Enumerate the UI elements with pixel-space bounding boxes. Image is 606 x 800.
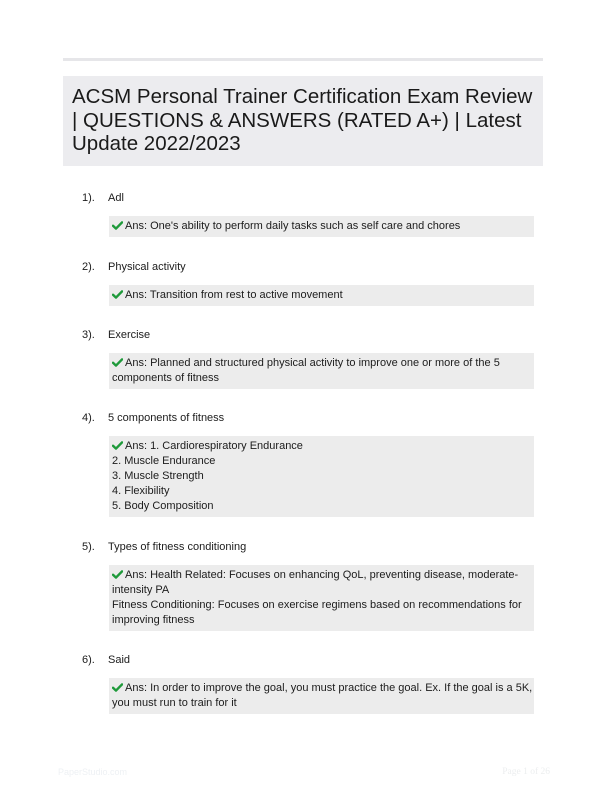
document-title: ACSM Personal Trainer Certification Exam Review | QUESTIONS & ANSWERS (RATED A+) | Latest Update 2022/2023 — [72, 85, 533, 155]
answer-line: you must run to train for it — [112, 697, 237, 709]
question-number: 3). — [82, 329, 95, 341]
answer-line: Ans: In order to improve the goal, you must practice the goal. Ex. If the goal is a 5K, — [112, 681, 526, 696]
answer-box — [109, 678, 534, 714]
footer-watermark: PaperStudio.com — [58, 767, 128, 777]
answer-line: 2. Muscle Endurance — [112, 455, 216, 467]
check-icon — [112, 683, 123, 692]
question-text: Adl — [108, 192, 124, 204]
check-icon — [112, 570, 123, 579]
question-text: Types of fitness conditioning — [108, 541, 247, 553]
answer-line: Fitness Conditioning: Focuses on exercise regimens based on recommendations for — [112, 599, 522, 611]
check-icon — [112, 221, 123, 230]
check-icon — [112, 290, 123, 299]
question-number: 1). — [82, 192, 95, 204]
answer-box — [109, 216, 534, 237]
answer-box — [109, 565, 534, 631]
answer-line: intensity PA — [112, 584, 170, 596]
title-box — [63, 76, 543, 166]
question-text: 5 components of fitness — [108, 412, 225, 424]
answer-line: 4. Flexibility — [112, 485, 170, 497]
check-icon — [112, 358, 123, 367]
check-icon — [112, 441, 123, 450]
question-number: 2). — [82, 261, 95, 273]
question-number: 4). — [82, 412, 95, 424]
question-text: Exercise — [108, 329, 151, 341]
answer-line: components of fitness — [112, 372, 220, 384]
page-number: Page 1 of 26 — [502, 767, 550, 777]
question-number: 5). — [82, 541, 95, 553]
answer-box — [109, 436, 534, 517]
question-text: Said — [108, 654, 131, 666]
answer-line: Ans: Transition from rest to active movement — [112, 288, 526, 303]
answer-line: 5. Body Composition — [112, 500, 214, 512]
answer-line: Ans: 1. Cardiorespiratory Endurance — [112, 439, 526, 454]
question-text: Physical activity — [108, 261, 186, 273]
answer-box — [109, 285, 534, 306]
answer-line: improving fitness — [112, 614, 195, 626]
answer-line: Ans: Health Related: Focuses on enhancing QoL, preventing disease, moderate- — [112, 568, 526, 583]
question-number: 6). — [82, 654, 95, 666]
top-divider — [63, 58, 543, 61]
answer-line: Ans: Planned and structured physical activity to improve one or more of the 5 — [112, 356, 526, 371]
answer-box — [109, 353, 534, 389]
answer-line: Ans: One's ability to perform daily tasks such as self care and chores — [112, 219, 526, 234]
answer-line: 3. Muscle Strength — [112, 470, 204, 482]
